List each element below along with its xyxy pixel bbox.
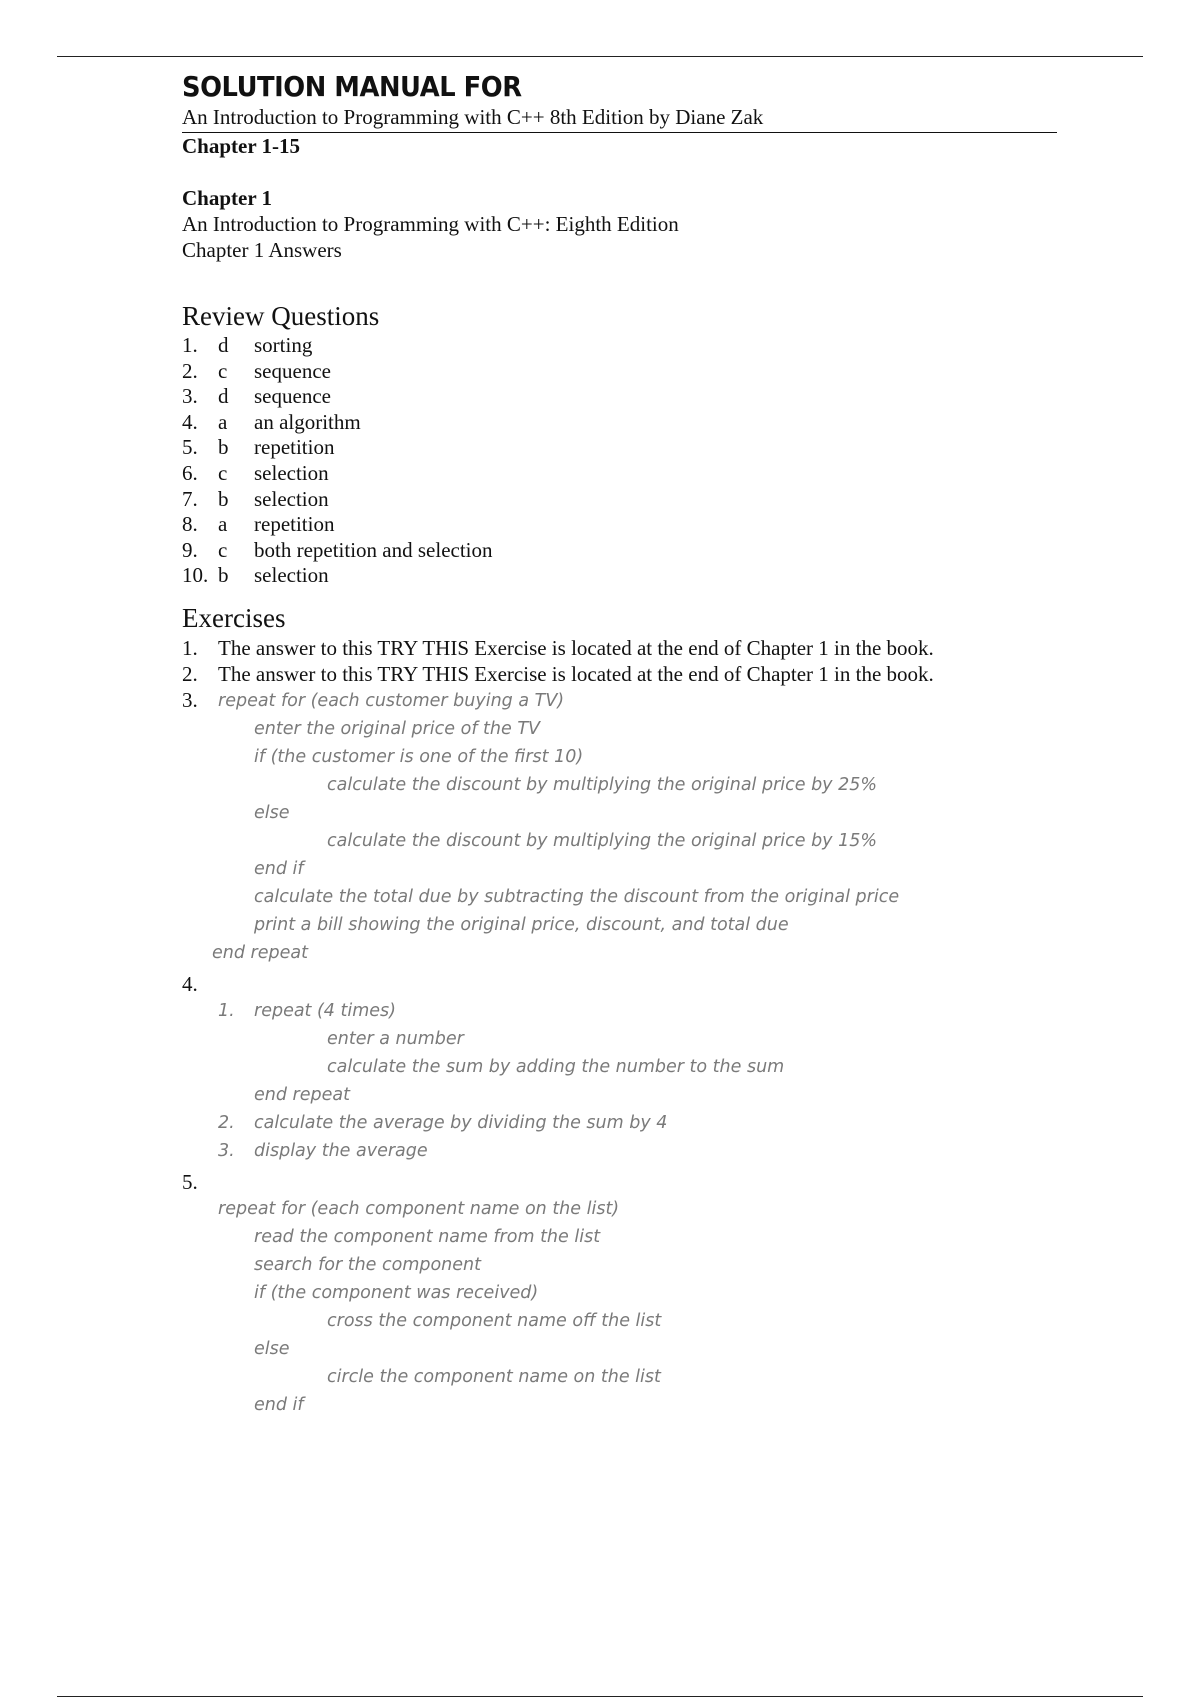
answer-text: sequence bbox=[254, 384, 331, 409]
exercise-number: 1. bbox=[182, 635, 198, 660]
pseudocode-line: if (the customer is one of the first 10) bbox=[254, 746, 584, 767]
pseudocode-line: search for the component bbox=[254, 1254, 481, 1275]
answer-text: both repetition and selection bbox=[254, 537, 493, 562]
pseudocode-line: calculate the sum by adding the number to the sum bbox=[327, 1056, 785, 1077]
document-page bbox=[182, 70, 1057, 1419]
step-text: repeat (4 times) bbox=[254, 1000, 396, 1021]
exercise-2 bbox=[182, 661, 1057, 687]
list-item bbox=[182, 563, 1057, 589]
answer-text: selection bbox=[254, 563, 329, 588]
pseudocode-line bbox=[182, 1109, 1057, 1137]
exercise-4 bbox=[182, 971, 1057, 1165]
item-number: 6. bbox=[182, 460, 198, 485]
book-title: An Introduction to Programming with C++: Eighth Edition bbox=[182, 212, 679, 236]
answer-letter: c bbox=[218, 358, 228, 383]
step-text: calculate the average by dividing the sum by 4 bbox=[254, 1112, 668, 1133]
pseudocode-line bbox=[182, 997, 1057, 1025]
answer-letter: a bbox=[218, 512, 228, 537]
answer-text: repetition bbox=[254, 512, 335, 537]
answer-text: repetition bbox=[254, 435, 335, 460]
list-item bbox=[182, 333, 1057, 359]
item-number: 9. bbox=[182, 537, 198, 562]
pseudocode-line: repeat for (each customer buying a TV) bbox=[218, 690, 565, 711]
exercise-number: 3. bbox=[182, 687, 198, 712]
exercise-text: The answer to this TRY THIS Exercise is located at the end of Chapter 1 in the book. bbox=[218, 635, 934, 660]
pseudocode-line: read the component name from the list bbox=[254, 1226, 601, 1247]
exercise-5 bbox=[182, 1169, 1057, 1419]
pseudocode-line: end repeat bbox=[254, 1084, 350, 1105]
answer-letter: a bbox=[218, 409, 228, 434]
pseudocode-line: end repeat bbox=[212, 942, 308, 963]
exercises-heading: Exercises bbox=[182, 602, 286, 633]
answer-text: selection bbox=[254, 460, 329, 485]
item-number: 7. bbox=[182, 486, 198, 511]
top-rule bbox=[57, 56, 1143, 57]
answer-letter: b bbox=[218, 563, 229, 588]
step-text: display the average bbox=[254, 1140, 428, 1161]
pseudocode-line: else bbox=[254, 1338, 290, 1359]
pseudocode-line: circle the component name on the list bbox=[327, 1366, 661, 1387]
answer-text: sorting bbox=[254, 333, 313, 357]
exercise-3 bbox=[182, 687, 1057, 967]
chapter-range: Chapter 1-15 bbox=[182, 134, 301, 158]
item-number: 3. bbox=[182, 384, 198, 409]
list-item bbox=[182, 384, 1057, 410]
answer-text: sequence bbox=[254, 358, 331, 383]
exercise-number: 5. bbox=[182, 1169, 198, 1194]
review-answer-list bbox=[182, 333, 1057, 589]
pseudocode-line: print a bill showing the original price, discount, and total due bbox=[254, 914, 789, 935]
answer-letter: b bbox=[218, 435, 229, 460]
review-questions-heading: Review Questions bbox=[182, 301, 380, 331]
pseudocode-line: else bbox=[254, 802, 290, 823]
item-number: 4. bbox=[182, 409, 198, 434]
list-item bbox=[182, 435, 1057, 461]
item-number: 1. bbox=[182, 333, 198, 357]
pseudocode-line: calculate the discount by multiplying the original price by 15% bbox=[327, 830, 878, 851]
pseudocode-line: repeat for (each component name on the list) bbox=[218, 1198, 620, 1219]
pseudocode-line: enter the original price of the TV bbox=[254, 718, 540, 739]
list-item bbox=[182, 410, 1057, 436]
chapter-heading: Chapter 1 bbox=[182, 186, 273, 210]
pseudocode-line: end if bbox=[254, 858, 304, 879]
pseudocode-line: calculate the total due by subtracting the discount from the original price bbox=[254, 886, 900, 907]
answer-letter: c bbox=[218, 537, 228, 562]
review-questions-section bbox=[182, 299, 1057, 589]
list-item bbox=[182, 359, 1057, 385]
exercise-1 bbox=[182, 635, 1057, 661]
step-number: 3. bbox=[218, 1140, 235, 1161]
item-number: 2. bbox=[182, 358, 198, 383]
step-number: 1. bbox=[218, 1000, 235, 1021]
document-title: SOLUTION MANUAL FOR bbox=[182, 70, 522, 103]
answer-letter: b bbox=[218, 486, 229, 511]
item-number: 8. bbox=[182, 512, 198, 537]
pseudocode-line: calculate the discount by multiplying the original price by 25% bbox=[327, 774, 878, 795]
list-item bbox=[182, 538, 1057, 564]
exercises-section bbox=[182, 601, 1057, 1419]
pseudocode-line bbox=[182, 1137, 1057, 1165]
pseudocode-line: if (the component was received) bbox=[254, 1282, 539, 1303]
exercise-number: 2. bbox=[182, 661, 198, 686]
step-number: 2. bbox=[218, 1112, 235, 1133]
exercise-text: The answer to this TRY THIS Exercise is located at the end of Chapter 1 in the book. bbox=[218, 661, 934, 686]
bottom-rule bbox=[57, 1696, 1143, 1697]
item-number: 5. bbox=[182, 435, 198, 460]
pseudocode-line: end if bbox=[254, 1394, 304, 1415]
list-item bbox=[182, 487, 1057, 513]
document-subtitle: An Introduction to Programming with C++ 8th Edition by Diane Zak bbox=[182, 104, 1057, 133]
answer-letter: d bbox=[218, 333, 229, 357]
answer-text: selection bbox=[254, 486, 329, 511]
exercise-number: 4. bbox=[182, 971, 198, 996]
answer-letter: c bbox=[218, 460, 228, 485]
answer-letter: d bbox=[218, 384, 229, 409]
answer-text: an algorithm bbox=[254, 409, 361, 434]
list-item bbox=[182, 512, 1057, 538]
item-number: 10. bbox=[182, 563, 209, 588]
pseudocode-line: cross the component name off the list bbox=[327, 1310, 662, 1331]
list-item bbox=[182, 461, 1057, 487]
pseudocode-line: enter a number bbox=[327, 1028, 464, 1049]
answers-label: Chapter 1 Answers bbox=[182, 238, 342, 262]
